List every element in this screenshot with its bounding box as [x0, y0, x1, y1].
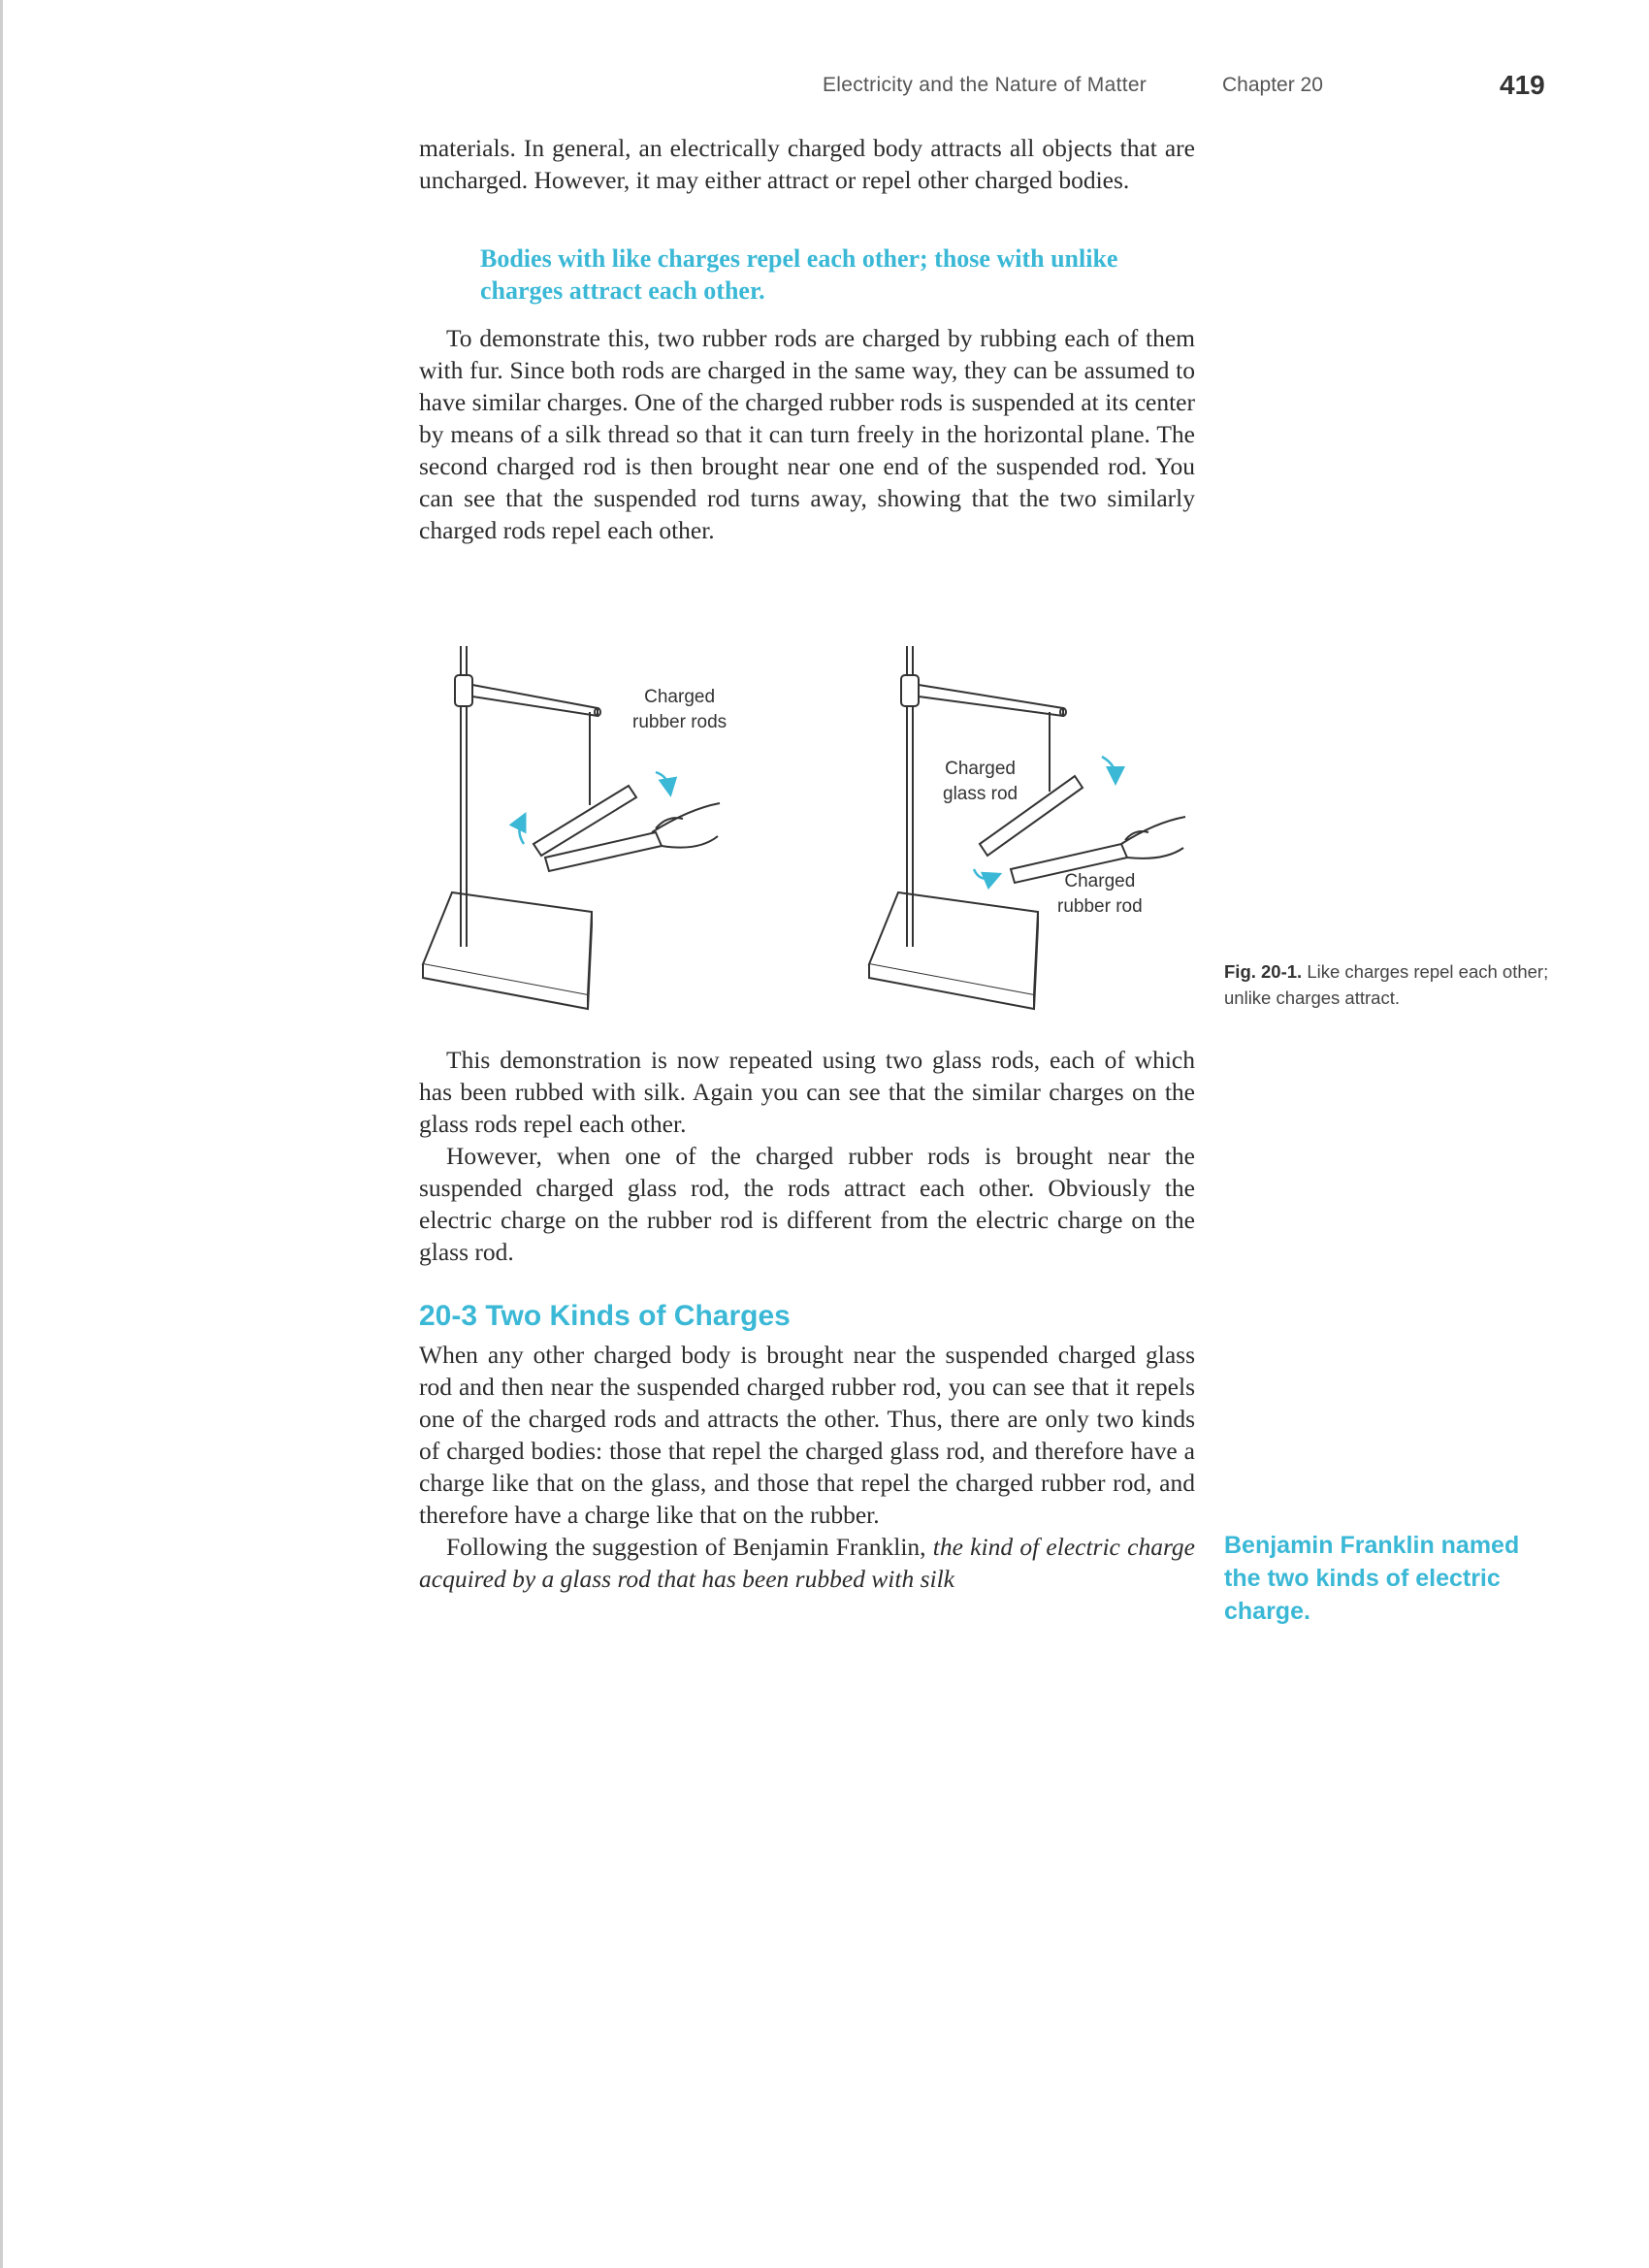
key-statement: Bodies with like charges repel each other; those with unlike charges attract each other.: [480, 244, 1118, 305]
running-header: [815, 70, 1552, 109]
figure-20-1: [407, 629, 1203, 1026]
rotation-arrow: [1102, 757, 1116, 776]
paragraph-franklin: Following the suggestion of Benjamin Franklin, the kind of electric charge acquired by a glass rod that has been rubbed with silk: [419, 1533, 1195, 1593]
margin-note: Benjamin Franklin named the two kinds of electric charge.: [1224, 1532, 1520, 1625]
right-stand: [869, 646, 1185, 1009]
figure-illustration: [407, 629, 1203, 1026]
paragraph-text: When any other charged body is brought near the suspended charged glass rod and then near the suspended charged rubber rod, you can see that it repels one of the charged rods and attracts the other. Thus, there are only two kinds of charged bodies: those that repel the charged glass rod, and therefore have a charge like that on the glass, and those that repel the charged rubber rod, and therefore have a charge like that on the rubber.: [419, 1341, 1195, 1529]
paragraph-text: materials. In general, an electrically charged body attracts all objects that are uncharged. However, it may either attract or repel other charged bodies.: [419, 134, 1195, 194]
figure-caption: [1224, 958, 1554, 1011]
italic-definition: the kind of electric charge acquired by a glass rod that has been rubbed with silk: [419, 1533, 1195, 1593]
chapter-label: Chapter 20: [1222, 74, 1323, 96]
paragraph-text: This demonstration is now repeated using two glass rods, each of which has been rubbed with silk. Again you can see that the similar charges on the glass rods repel each other.: [419, 1046, 1195, 1138]
section-heading: 20-3 Two Kinds of Charges: [419, 1300, 791, 1332]
running-title: Electricity and the Nature of Matter: [823, 74, 1148, 96]
paragraph-text: To demonstrate this, two rubber rods are charged by rubbing each of them with fur. Since both rods are charged in the same way, they can be assumed to have similar charges. One of the charged rubber rods is suspended at its center by means of a silk thread so that it can turn freely in the horizontal plane. The second charged rod is then brought near one end of the suspended rod. You can see that the suspended rod turns away, showing that the two similarly charged rods repel each other.: [419, 324, 1195, 544]
label-charged-glass-rod: Charged glass rod: [943, 759, 1018, 804]
page-edge-shadow: [0, 0, 3, 2268]
paragraph-two-kinds: [419, 1339, 1195, 1595]
rotation-arrow: [519, 821, 524, 844]
caption-text: Like charges repel each other; unlike charges attract.: [1224, 961, 1549, 1008]
paragraph-glass-rods: [419, 1044, 1195, 1268]
paragraph-intro: [419, 132, 1195, 196]
page-number: 419: [1500, 70, 1545, 100]
caption-number: Fig. 20-1.: [1224, 961, 1303, 982]
paragraph-text: However, when one of the charged rubber rods is brought near the suspended charged glass rod, the rods attract each other. Obviously the electric charge on the rubber rod is different from the electric charge on the glass rod.: [419, 1142, 1195, 1266]
label-charged-rubber-rod: Charged rubber rod: [1057, 871, 1143, 917]
label-charged-rubber-rods: Charged rubber rods: [632, 687, 728, 732]
rotation-arrow: [974, 869, 993, 879]
paragraph-demonstration: [419, 322, 1195, 546]
rotation-arrow: [656, 772, 669, 788]
